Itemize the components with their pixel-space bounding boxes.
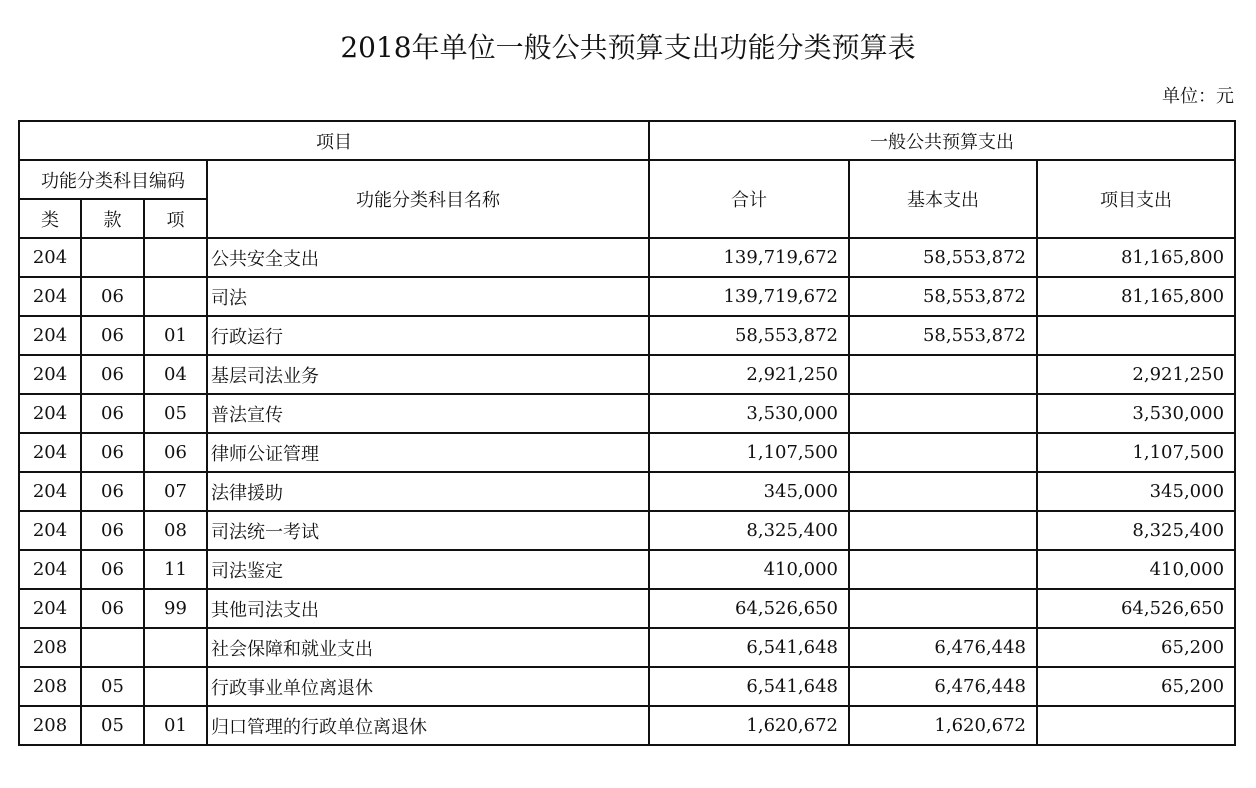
- table-row: [19, 277, 1235, 316]
- cell-total: 1,620,672: [649, 706, 849, 745]
- cell-section: 06: [81, 316, 144, 355]
- budget-table: [18, 120, 1236, 746]
- cell-section: 06: [81, 355, 144, 394]
- header-project: 项目支出: [1037, 160, 1235, 238]
- cell-basic: [849, 472, 1037, 511]
- cell-basic: [849, 394, 1037, 433]
- header-name: 功能分类科目名称: [207, 160, 649, 238]
- cell-section: [81, 238, 144, 277]
- header-basic: 基本支出: [849, 160, 1037, 238]
- cell-name: 法律援助: [207, 472, 649, 511]
- cell-class: 204: [19, 589, 81, 628]
- header-item: 项目: [19, 121, 649, 160]
- cell-name: 行政运行: [207, 316, 649, 355]
- header-section: 款: [81, 199, 144, 238]
- header-class: 类: [19, 199, 81, 238]
- unit-label: 单位：元: [1162, 86, 1234, 107]
- cell-project: 65,200: [1037, 628, 1235, 667]
- cell-project: 410,000: [1037, 550, 1235, 589]
- cell-total: 8,325,400: [649, 511, 849, 550]
- cell-total: 3,530,000: [649, 394, 849, 433]
- cell-basic: 6,476,448: [849, 628, 1037, 667]
- cell-entry: 01: [144, 706, 207, 745]
- cell-class: 204: [19, 238, 81, 277]
- table-body: [19, 121, 1235, 745]
- cell-basic: 58,553,872: [849, 316, 1037, 355]
- cell-total: 2,921,250: [649, 355, 849, 394]
- cell-project: 345,000: [1037, 472, 1235, 511]
- cell-section: 06: [81, 433, 144, 472]
- cell-entry: 05: [144, 394, 207, 433]
- cell-basic: [849, 355, 1037, 394]
- cell-name: 律师公证管理: [207, 433, 649, 472]
- cell-class: 204: [19, 277, 81, 316]
- cell-basic: 58,553,872: [849, 238, 1037, 277]
- cell-name: 行政事业单位离退休: [207, 667, 649, 706]
- cell-project: 81,165,800: [1037, 277, 1235, 316]
- header-entry: 项: [144, 199, 207, 238]
- cell-project: 1,107,500: [1037, 433, 1235, 472]
- table-row: [19, 238, 1235, 277]
- cell-section: 06: [81, 394, 144, 433]
- cell-project: 8,325,400: [1037, 511, 1235, 550]
- cell-name: 司法鉴定: [207, 550, 649, 589]
- cell-section: 05: [81, 667, 144, 706]
- cell-name: 归口管理的行政单位离退休: [207, 706, 649, 745]
- cell-basic: [849, 433, 1037, 472]
- cell-project: [1037, 316, 1235, 355]
- table-row: [19, 316, 1235, 355]
- cell-class: 204: [19, 355, 81, 394]
- cell-basic: 1,620,672: [849, 706, 1037, 745]
- cell-name: 其他司法支出: [207, 589, 649, 628]
- cell-class: 208: [19, 628, 81, 667]
- cell-total: 1,107,500: [649, 433, 849, 472]
- cell-class: 204: [19, 472, 81, 511]
- cell-basic: 58,553,872: [849, 277, 1037, 316]
- table-row: [19, 706, 1235, 745]
- header-row-top: [19, 121, 1235, 160]
- cell-class: 208: [19, 706, 81, 745]
- cell-class: 204: [19, 316, 81, 355]
- cell-total: 6,541,648: [649, 667, 849, 706]
- cell-name: 基层司法业务: [207, 355, 649, 394]
- cell-name: 公共安全支出: [207, 238, 649, 277]
- cell-name: 社会保障和就业支出: [207, 628, 649, 667]
- cell-class: 204: [19, 550, 81, 589]
- cell-section: 06: [81, 472, 144, 511]
- table-row: [19, 628, 1235, 667]
- table-row: [19, 433, 1235, 472]
- cell-section: 06: [81, 589, 144, 628]
- cell-entry: 07: [144, 472, 207, 511]
- cell-class: 208: [19, 667, 81, 706]
- cell-section: 06: [81, 277, 144, 316]
- header-code-group: 功能分类科目编码: [19, 160, 207, 199]
- table-row: [19, 355, 1235, 394]
- cell-section: 06: [81, 550, 144, 589]
- cell-basic: [849, 589, 1037, 628]
- cell-project: 64,526,650: [1037, 589, 1235, 628]
- cell-class: 204: [19, 433, 81, 472]
- cell-project: [1037, 706, 1235, 745]
- cell-entry: 99: [144, 589, 207, 628]
- cell-entry: 04: [144, 355, 207, 394]
- cell-entry: 01: [144, 316, 207, 355]
- header-total: 合计: [649, 160, 849, 238]
- cell-class: 204: [19, 394, 81, 433]
- cell-section: 06: [81, 511, 144, 550]
- cell-project: 81,165,800: [1037, 238, 1235, 277]
- cell-total: 64,526,650: [649, 589, 849, 628]
- cell-total: 139,719,672: [649, 277, 849, 316]
- cell-project: 3,530,000: [1037, 394, 1235, 433]
- cell-entry: [144, 667, 207, 706]
- cell-name: 司法统一考试: [207, 511, 649, 550]
- cell-section: 05: [81, 706, 144, 745]
- cell-entry: [144, 277, 207, 316]
- table-row: [19, 472, 1235, 511]
- cell-project: 65,200: [1037, 667, 1235, 706]
- cell-class: 204: [19, 511, 81, 550]
- cell-total: 6,541,648: [649, 628, 849, 667]
- cell-entry: 08: [144, 511, 207, 550]
- header-general-budget: 一般公共预算支出: [649, 121, 1235, 160]
- table-row: [19, 394, 1235, 433]
- cell-section: [81, 628, 144, 667]
- cell-total: 345,000: [649, 472, 849, 511]
- cell-name: 普法宣传: [207, 394, 649, 433]
- cell-basic: [849, 550, 1037, 589]
- cell-entry: [144, 238, 207, 277]
- table-row: [19, 511, 1235, 550]
- table-row: [19, 550, 1235, 589]
- cell-entry: [144, 628, 207, 667]
- cell-project: 2,921,250: [1037, 355, 1235, 394]
- table-row: [19, 589, 1235, 628]
- cell-name: 司法: [207, 277, 649, 316]
- cell-total: 410,000: [649, 550, 849, 589]
- table-row: [19, 667, 1235, 706]
- cell-entry: 06: [144, 433, 207, 472]
- cell-basic: [849, 511, 1037, 550]
- cell-entry: 11: [144, 550, 207, 589]
- cell-total: 139,719,672: [649, 238, 849, 277]
- cell-basic: 6,476,448: [849, 667, 1037, 706]
- header-row-mid: [19, 160, 1235, 199]
- page-title: 2018年单位一般公共预算支出功能分类预算表: [340, 31, 916, 64]
- cell-total: 58,553,872: [649, 316, 849, 355]
